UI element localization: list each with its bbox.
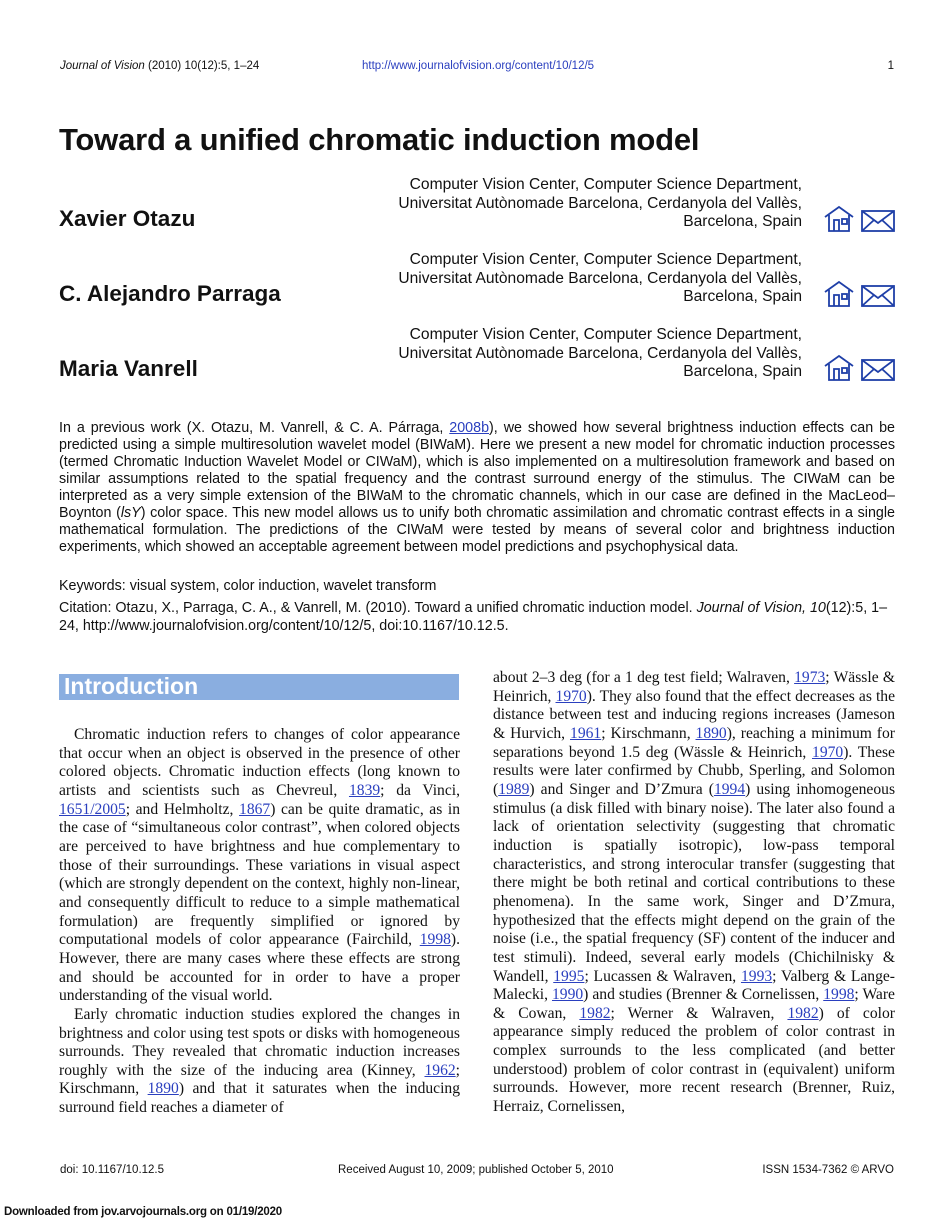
- body-text: ) using inhomogeneous stimulus (a disk filled with binary noise). The later also found a lack of orientation selectivity (suggesting that chromatic induction is spatially isotropic), low-pass temporal characteristics, and strong interocular transfer (suggesting that there might be both retinal and cortical contributions to these phenomena). In the same work, Singer and D’Zmura, hypothesized that the effects might depend on the grain of the noise (i.e., the spatial frequency (SF) content of the inducer and test stimuli). Indeed, several early models (Chichilnisky & Wandell,: [493, 780, 896, 985]
- author-contact-icons: [824, 205, 896, 233]
- reference-link[interactable]: 1651/2005: [59, 800, 126, 818]
- abstract-text: ) color space. This new model allows us to unify both chromatic assimilation and chromatic contrast effects in a single mathematical formulation. The predictions of the CIWaM were tested by means of several color and brightness induction experiments, which showed an acceptable agreement between model predictions and psychophysical data.: [59, 505, 895, 555]
- keywords: Keywords: visual system, color induction, wavelet transform: [59, 578, 437, 594]
- body-text: ). They also found that the effect decreases as the distance between test and inducing regions increases (Jameson & Hurvich,: [493, 687, 895, 742]
- reference-link[interactable]: 2008b: [449, 420, 490, 436]
- reference-link[interactable]: 1970: [555, 687, 587, 705]
- reference-link[interactable]: 1890: [695, 724, 727, 742]
- reference-link[interactable]: 1995: [553, 967, 585, 985]
- author-affiliation: [332, 251, 802, 307]
- affiliation-line: Computer Vision Center, Computer Science Department,: [409, 326, 802, 343]
- reference-link[interactable]: 1993: [740, 967, 773, 985]
- body-text: ), reaching a minimum for separations beyond 1.5 deg (Wässle & Heinrich,: [493, 724, 895, 761]
- reference-link[interactable]: 1973: [794, 669, 826, 686]
- affiliation-line: Universitat Autònomade Barcelona, Cerdanyola del Vallès,: [398, 269, 802, 287]
- body-text: Chromatic induction refers to changes of color appearance that occur when an object is observed in the presence of other colored objects. Chromatic induction effects (long known to artists and scientists such as Chevreul,: [59, 726, 460, 799]
- home-icon[interactable]: [825, 207, 853, 231]
- body-text: ; Ware & Cowan,: [493, 986, 895, 1022]
- body-text: Early chromatic induction studies explored the changes in brightness and color using test spots or disks with homogeneous surrounds. They revealed that chromatic induction increases roughly with the size of the inducing area (Kinney,: [59, 1005, 460, 1079]
- running-header: [60, 60, 259, 72]
- body-text: ; Werner & Walraven,: [610, 1004, 788, 1022]
- download-note: Downloaded from jov.arvojournals.org on 01/19/2020: [4, 1206, 282, 1218]
- body-text: about 2–3 deg (for a 1 deg test field; Walraven,: [493, 669, 795, 686]
- abstract: [59, 420, 895, 556]
- author-name: Maria Vanrell: [59, 356, 198, 381]
- footer-received: Received August 10, 2009; published October 5, 2010: [338, 1164, 614, 1176]
- reference-link[interactable]: 1961: [570, 724, 602, 742]
- contact-icon-group: [824, 354, 896, 382]
- reference-link[interactable]: 1970: [812, 743, 844, 761]
- reference-link[interactable]: 1998: [419, 931, 451, 949]
- reference-link[interactable]: 1990: [551, 986, 584, 1004]
- affiliation-line: Computer Vision Center, Computer Science Department,: [409, 251, 802, 268]
- paragraph: [59, 1006, 460, 1118]
- affiliation-line: Universitat Autònomade Barcelona, Cerdanyola del Vallès,: [398, 194, 802, 212]
- mail-icon[interactable]: [862, 286, 894, 306]
- mail-icon[interactable]: [862, 360, 894, 380]
- affiliation-line: Barcelona, Spain: [683, 363, 802, 381]
- reference-link[interactable]: 1982: [579, 1004, 611, 1022]
- body-text: ) can be quite dramatic, as in the case of “simultaneous color contrast”, when colored objects are perceived to have brightness and hue complementary to those of their surroundings. These variations in visual aspect (which are strongly dependent on the context, highly non-linear, and consequently difficult to reduce to a simple mathematical formulation) are frequently simplified or ignored by computational models of color appearance (Fairchild,: [59, 800, 460, 949]
- body-text: ). These results were later confirmed by Chubb, Sperling, and Solomon (: [493, 743, 895, 798]
- paper-title: Toward a unified chromatic induction model: [59, 122, 700, 157]
- reference-link[interactable]: 1998: [823, 986, 855, 1004]
- citation: [59, 600, 895, 635]
- author-affiliation: [332, 176, 802, 232]
- affiliation-line: Computer Vision Center, Computer Science Department,: [409, 176, 802, 193]
- page-number: 1: [887, 60, 894, 72]
- home-icon[interactable]: [825, 356, 853, 380]
- body-text: ; Lucassen & Walraven,: [584, 967, 741, 985]
- reference-link[interactable]: 1867: [239, 800, 271, 818]
- section-heading: Introduction: [64, 673, 199, 699]
- reference-link[interactable]: 1839: [348, 781, 381, 799]
- body-text: ; and Helmholtz,: [125, 800, 240, 818]
- body-column-left: [59, 726, 460, 1118]
- home-icon[interactable]: [825, 282, 853, 306]
- affiliation-line: Universitat Autònomade Barcelona, Cerdanyola del Vallès,: [398, 344, 802, 362]
- body-text: ) and that it saturates when the inducing surround field reaches a diameter of: [59, 1080, 461, 1117]
- body-text: ; Kirschmann,: [601, 724, 696, 742]
- journal-name: Journal of Vision: [60, 60, 145, 72]
- citation-text: Citation: Otazu, X., Parraga, C. A., & Vanrell, M. (2010). Toward a unified chromatic induction model.: [59, 600, 697, 616]
- body-text: ) and Singer and D’Zmura (: [529, 780, 714, 798]
- reference-link[interactable]: 1890: [147, 1080, 179, 1098]
- footer-issn: ISSN 1534-7362 © ARVO: [762, 1164, 894, 1176]
- affiliation-line: Barcelona, Spain: [683, 288, 802, 306]
- body-text: ; Valberg & Lange-Malecki,: [493, 967, 896, 1004]
- author-contact-icons: [824, 280, 896, 308]
- body-text: ). However, there are many cases where these effects are strong and should be accounted for in order to have a proper understanding of the visual world.: [59, 931, 460, 1005]
- abstract-italic: lsY: [120, 505, 141, 521]
- paragraph: [59, 726, 460, 1006]
- author-name: C. Alejandro Parraga: [59, 281, 281, 306]
- journal-citation: (2010) 10(12):5, 1–24: [144, 60, 260, 72]
- reference-link[interactable]: 1994: [713, 780, 746, 798]
- citation-journal: Journal of Vision, 10: [696, 600, 826, 616]
- affiliation-line: Barcelona, Spain: [683, 213, 802, 231]
- body-column-right: [493, 669, 895, 1117]
- mail-icon[interactable]: [862, 211, 894, 231]
- citation-text: (12):5, 1–24, http://www.journalofvision.org/content/10/12/5, doi:10.1167/10.12.5.: [59, 600, 888, 634]
- author-contact-icons: [824, 354, 896, 382]
- body-text: ; da Vinci,: [380, 781, 460, 799]
- body-text: ; Wässle & Heinrich,: [493, 669, 895, 705]
- reference-link[interactable]: 1982: [787, 1004, 819, 1022]
- abstract-text: In a previous work (X. Otazu, M. Vanrell, & C. A. Párraga,: [59, 420, 450, 436]
- reference-link[interactable]: 1962: [424, 1061, 456, 1079]
- contact-icon-group: [824, 280, 896, 308]
- body-text: ) and studies (Brenner & Cornelissen,: [583, 986, 824, 1004]
- abstract-text: ), we showed how several brightness induction effects can be predicted using a simple multiresolution wavelet model (BIWaM). Here we present a new model for chromatic induction processes (termed Chromatic Induction Wavelet Model or CIWaM), which is also implemented on a multiresolution framework and based on similar assumptions related to the spatial frequency and the contrast surround energy of the stimulus. The CIWaM can be interpreted as a very simple extension of the BIWaM to the chromatic channels, which in our case are defined in the MacLeod–Boynton (: [59, 420, 895, 521]
- reference-link[interactable]: 1989: [498, 780, 530, 798]
- body-text: ; Kirschmann,: [59, 1061, 460, 1098]
- footer-doi: doi: 10.1167/10.12.5: [60, 1164, 165, 1176]
- author-affiliation: [332, 326, 802, 382]
- author-name: Xavier Otazu: [59, 206, 196, 231]
- body-text: ) of color appearance simply reduced the problem of color contrast in complex surrounds to the less complicated (and better understood) problem of color contrast in (equivalent) uniform surrounds. However, more recent research (Brenner, Ruiz, Herraiz, Cornelissen,: [493, 1004, 895, 1116]
- contact-icon-group: [824, 205, 896, 233]
- paragraph: [493, 669, 895, 1117]
- article-url-link[interactable]: http://www.journalofvision.org/content/10/12/5: [362, 60, 595, 72]
